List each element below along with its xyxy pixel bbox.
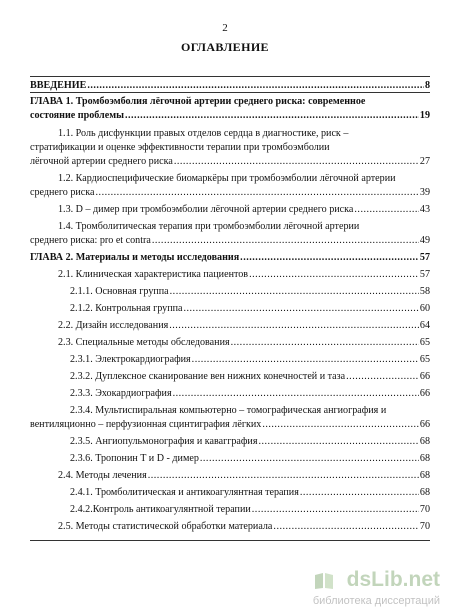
toc-entry — [30, 520, 430, 534]
toc-page-number: 65 — [419, 354, 430, 365]
toc-page-number: 49 — [419, 235, 430, 246]
toc-page-number: 68 — [419, 453, 430, 464]
toc-page-number: 57 — [419, 252, 430, 263]
toc-entry — [30, 469, 430, 483]
toc-entry — [30, 302, 430, 316]
toc-entry-text: 2.1.1. Основная группа — [70, 286, 169, 297]
toc-page-number: 19 — [419, 110, 430, 121]
toc-entry — [30, 353, 430, 367]
toc-entry — [30, 285, 430, 299]
toc-entry-text: 2.3.4. Мультиспиральная компьютерно – томографическая ангиография и — [70, 405, 387, 416]
dot-leader — [262, 418, 419, 432]
toc-entry — [30, 172, 430, 200]
toc-page-number: 39 — [419, 187, 430, 198]
toc-entry — [30, 503, 430, 517]
toc-entry-text: 2.1.2. Контрольная группа — [70, 303, 183, 314]
toc-entry-text: 2.3.2. Дуплексное сканирование вен нижних конечностей и таза — [70, 371, 346, 382]
toc-entry — [30, 127, 430, 169]
dot-leader — [300, 486, 419, 500]
dot-leader — [231, 336, 419, 350]
toc-entry-text: 2.4.2.Контроль антикоагулянтной терапии — [70, 504, 251, 515]
toc-page-number: 66 — [419, 388, 430, 399]
toc-entry-text: 1.1. Роль дисфункции правых отделов сердца в диагностике, риск – — [58, 128, 349, 139]
toc-entry-text: ГЛАВА 1. Тромбоэмболия лёгочной артерии среднего риска: современное — [30, 96, 366, 107]
toc-entry — [30, 79, 430, 93]
toc-page-number: 64 — [419, 320, 430, 331]
toc-page-number: 66 — [419, 371, 430, 382]
dot-leader — [192, 353, 419, 367]
toc-entry-text: среднего риска — [30, 187, 95, 198]
toc-entry — [30, 370, 430, 384]
toc-entry — [30, 404, 430, 432]
toc-rule — [30, 76, 430, 77]
dot-leader — [273, 520, 418, 534]
dot-leader — [170, 285, 419, 299]
toc-entry-text: среднего риска: pro et contra — [30, 235, 151, 246]
toc-entry-text: 1.3. D – димер при тромбоэмболии лёгочной артерии среднего риска — [58, 204, 354, 215]
toc-page-number: 70 — [419, 504, 430, 515]
toc-page-number: 8 — [424, 80, 430, 91]
toc-rule — [30, 540, 430, 541]
dot-leader — [240, 251, 419, 265]
dot-leader — [125, 109, 419, 123]
dot-leader — [200, 452, 419, 466]
toc-entry-text: 2.3.5. Ангиопульмонография и кавагграфия — [70, 436, 258, 447]
toc-entry — [30, 319, 430, 333]
dot-leader — [148, 469, 419, 483]
dot-leader — [169, 319, 419, 333]
toc-entry — [30, 336, 430, 350]
toc-page-number: 66 — [419, 419, 430, 430]
watermark-subtitle: библиотека диссертаций — [312, 595, 440, 607]
watermark-logo: dsLib.net — [346, 568, 440, 591]
toc-entry — [30, 95, 430, 123]
toc-entry — [30, 387, 430, 401]
book-icon — [314, 572, 334, 590]
toc-entry — [30, 220, 430, 248]
dot-leader — [252, 503, 419, 517]
toc-entry-text: ВВЕДЕНИЕ — [30, 80, 87, 91]
toc-entry-text: стратификации и оценке эффективности терапии при тромбоэмболии — [30, 142, 330, 153]
toc-page-number: 65 — [419, 337, 430, 348]
toc-entry — [30, 268, 430, 282]
dot-leader — [346, 370, 419, 384]
toc-entry-text: 2.3.1. Электрокардиография — [70, 354, 191, 365]
toc-entry-text: 2.2. Дизайн исследования — [58, 320, 169, 331]
toc-entry-text: 1.2. Кардиоспецифические биомаркёры при тромбоэмболии лёгочной артерии — [58, 173, 396, 184]
toc-entry-text: 2.3.3. Эхокардиография — [70, 388, 172, 399]
dot-leader — [183, 302, 418, 316]
toc-entry-text: вентиляционно – перфузионная сцинтиграфия лёгких — [30, 419, 262, 430]
toc-entry-text: 2.4.1. Тромболитическая и антикоагулянтная терапия — [70, 487, 299, 498]
table-of-contents — [30, 79, 430, 579]
toc-page-number: 60 — [419, 303, 430, 314]
dot-leader — [152, 234, 419, 248]
toc-page-number: 43 — [419, 204, 430, 215]
dot-leader — [174, 155, 419, 169]
toc-page-number: 70 — [419, 521, 430, 532]
toc-entry-text: 2.5. Методы статистической обработки материала — [58, 521, 273, 532]
toc-entry — [30, 486, 430, 500]
toc-entry — [30, 251, 430, 265]
toc-entry-text: 2.3. Специальные методы обследования — [58, 337, 230, 348]
page-number: 2 — [222, 22, 228, 34]
dot-leader — [258, 435, 418, 449]
toc-entry-text: 1.4. Тромболитическая терапия при тромбоэмболии лёгочной артерии — [58, 221, 360, 232]
toc-page-number: 68 — [419, 487, 430, 498]
toc-page-number: 68 — [419, 436, 430, 447]
dot-leader — [87, 79, 424, 93]
toc-entry-text: состояние проблемы — [30, 110, 124, 121]
toc-page-number: 27 — [419, 156, 430, 167]
dot-leader — [249, 268, 419, 282]
toc-entry-text: 2.3.6. Тропонин T и D - димер — [70, 453, 199, 464]
toc-page-number: 58 — [419, 286, 430, 297]
toc-page-number: 68 — [419, 470, 430, 481]
toc-entry — [30, 452, 430, 466]
toc-page-number: 57 — [419, 269, 430, 280]
dot-leader — [354, 203, 419, 217]
toc-entry — [30, 435, 430, 449]
watermark — [294, 568, 444, 612]
toc-entry — [30, 203, 430, 217]
toc-entry-text: 2.1. Клиническая характеристика пациентов — [58, 269, 249, 280]
dot-leader — [173, 387, 419, 401]
toc-entry-text: лёгочной артерии среднего риска — [30, 156, 173, 167]
page-title: ОГЛАВЛЕНИЕ — [181, 40, 269, 54]
toc-entry-text: 2.4. Методы лечения — [58, 470, 147, 481]
toc-entry-text: ГЛАВА 2. Материалы и методы исследования — [30, 252, 240, 263]
dot-leader — [96, 186, 419, 200]
